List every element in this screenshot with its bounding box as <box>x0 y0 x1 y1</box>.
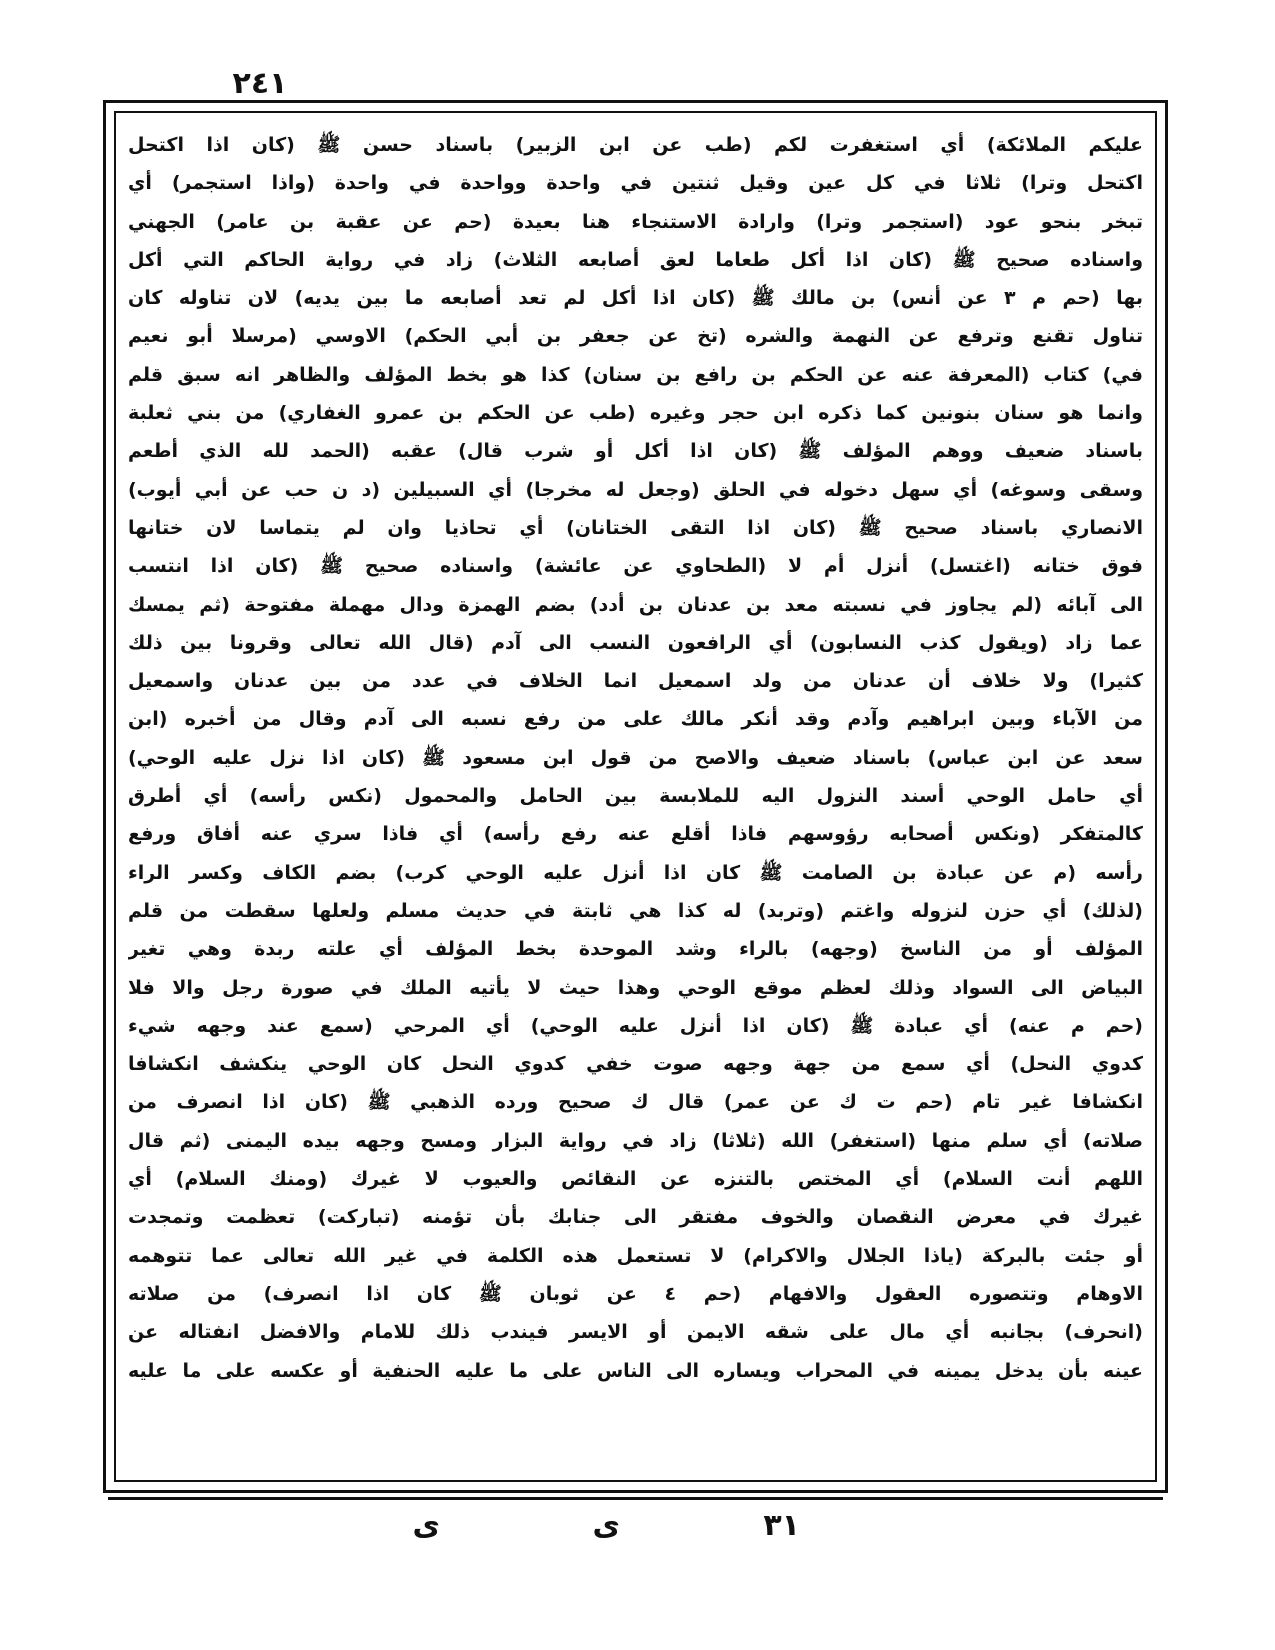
text-line-14: عما زاد (ويقول كذب النسابون) أي الرافعون النسب الى آدم (قال الله تعالى وقرونا بين ذلك <box>128 631 1143 654</box>
text-line-30: أو جئت بالبركة (ياذا الجلال والاكرام) لا تستعمل هذه الكلمة في غير الله تعالى عما تتوهمه <box>128 1244 1143 1267</box>
text-line-19: كالمتفكر (ونكس أصحابه رؤوسهم فاذا أقلع عنه رفع رأسه) أي فاذا سري عنه أفاق ورفع <box>128 823 1143 846</box>
text-line-21: (لذلك) أي حزن لنزوله واغتم (وتربد) له كذا هي ثابتة في حديث مسلم ولعلها سقطت من قلم <box>128 899 1143 922</box>
text-line-9: باسناد ضعيف ووهم المؤلف ﷺ (كان اذا أكل أو شرب قال) عقبه (الحمد لله الذي أطعم <box>128 440 1143 463</box>
text-line-23: البياض الى السواد وذلك لعظم موقع الوحي وهذا حيث لا يأتيه الملك في صورة رجل والا فلا <box>128 976 1143 999</box>
text-line-17: سعد عن ابن عباس) باسناد ضعيف والاصح من قول ابن مسعود ﷺ (كان اذا نزل عليه الوحي) <box>128 746 1143 769</box>
text-line-20: رأسه (م عن عبادة بن الصامت ﷺ كان اذا أنزل عليه الوحي كرب) بضم الكاف وكسر الراء <box>128 861 1143 884</box>
text-line-7: في) كتاب (المعرفة عنه عن الحكم بن رافع بن سنان) كذا هو بخط المؤلف والظاهر انه سبق قلم <box>128 363 1143 386</box>
text-line-18: أي حامل الوحي أسند النزول اليه للملابسة بين الحامل والمحمول (نكس رأسه) أي أطرق <box>128 785 1143 808</box>
signature-mark-1: ى <box>592 1508 620 1543</box>
text-line-8: وانما هو سنان بنونين كما ذكره ابن حجر وغيره (طب عن الحكم بن عمرو الغفاري) من بني ثعلبة <box>128 402 1143 425</box>
text-line-22: المؤلف أو من الناسخ (وجهه) بالراء وشد الموحدة بخط المؤلف أي علته ربدة وهي تغير <box>128 938 1143 961</box>
text-line-6: تناول تقنع وترفع عن النهمة والشره (تخ عن جعفر بن أبي الحكم) الاوسي (مرسلا أبو نعيم <box>128 325 1143 348</box>
text-line-25: كدوي النحل) أي سمع من جهة وجهه صوت خفي كدوي النحل كان الوحي ينكشف انكشافا <box>128 1053 1143 1076</box>
text-line-16: من الآباء وبين ابراهيم وآدم وقد أنكر مالك على من رفع نسبه الى آدم وقال من أخبره (ابن <box>128 708 1143 731</box>
text-line-13: الى آبائه (لم يجاوز في نسبته معد بن عدنان بن أدد) بضم الهمزة ودال مهملة مفتوحة (ثم يمسك <box>128 593 1143 616</box>
text-line-24: (حم م عنه) أي عبادة ﷺ (كان اذا أنزل عليه الوحي) أي المرحي (سمع عند وجهه شيء <box>128 1014 1143 1037</box>
text-line-1: عليكم الملائكة) أي استغفرت لكم (طب عن ابن الزبير) باسناد حسن ﷺ (كان اذا اكتحل <box>128 134 1143 156</box>
text-line-15: كثيرا) ولا خلاف أن عدنان من ولد اسمعيل انما الخلاف في عدد من بين عدنان واسمعيل <box>128 670 1143 693</box>
text-line-2: اكتحل وترا) ثلاثا في كل عين وقيل ثنتين في واحدة وواحدة في واحدة (واذا استجمر) أي <box>128 172 1143 195</box>
text-line-4: واسناده صحيح ﷺ (كان اذا أكل طعاما لعق أصابعه الثلاث) زاد في رواية الحاكم التي أكل <box>128 248 1143 271</box>
text-line-31: الاوهام وتتصوره العقول والافهام (حم ٤ عن ثوبان ﷺ كان اذا انصرف) من صلاته <box>128 1282 1143 1305</box>
text-line-5: بها (حم م ٣ عن أنس) بن مالك ﷺ (كان اذا أكل لم تعد أصابعه ما بين يديه) لان تناوله كان <box>128 287 1143 310</box>
text-line-26: انكشافا غير تام (حم ت ك عن عمر) قال ك صحيح ورده الذهبي ﷺ (كان اذا انصرف من <box>128 1091 1143 1114</box>
text-line-33: عينه بأن يدخل يمينه في المحراب ويساره الى الناس على ما عليه الحنفية أو عكسه على ما عليه <box>128 1359 1143 1382</box>
signature-number: ٣١ <box>763 1508 800 1543</box>
footer-rule <box>108 1497 1163 1500</box>
text-line-29: غيرك في معرض النقصان والخوف مفتقر الى جنابك بأن تؤمنه (تباركت) تعظمت وتمجدت <box>128 1206 1143 1229</box>
text-line-3: تبخر بنحو عود (استجمر وترا) وارادة الاستنجاء هنا بعيدة (حم عن عقبة بن عامر) الجهني <box>128 210 1143 233</box>
body-text <box>128 126 1143 1466</box>
text-line-12: فوق ختانه (اغتسل) أنزل أم لا (الطحاوي عن عائشة) واسناده صحيح ﷺ (كان اذا انتسب <box>128 555 1143 578</box>
signature-mark-2: ى <box>412 1508 440 1543</box>
text-line-32: (انحرف) بجانبه أي مال على شقه الايمن أو الايسر فيندب ذلك للامام والافضل انفتاله عن <box>128 1321 1143 1344</box>
page-number: ٢٤١ <box>232 66 288 101</box>
text-line-28: اللهم أنت السلام) أي المختص بالتنزه عن النقائص والعيوب لا غيرك (ومنك السلام) أي <box>128 1168 1143 1191</box>
text-line-10: وسقى وسوغه) أي سهل دخوله في الحلق (وجعل له مخرجا) أي السبيلين (د ن حب عن أبي أيوب) <box>128 478 1143 501</box>
text-line-11: الانصاري باسناد صحيح ﷺ (كان اذا التقى الختانان) أي تحاذيا وان لم يتماسا لان ختانها <box>128 516 1143 539</box>
footer-signature <box>400 1508 820 1552</box>
text-line-27: صلاته) أي سلم منها (استغفر) الله (ثلاثا) زاد في رواية البزار ومسح وجهه بيده اليمنى (ثم قال <box>128 1129 1143 1152</box>
